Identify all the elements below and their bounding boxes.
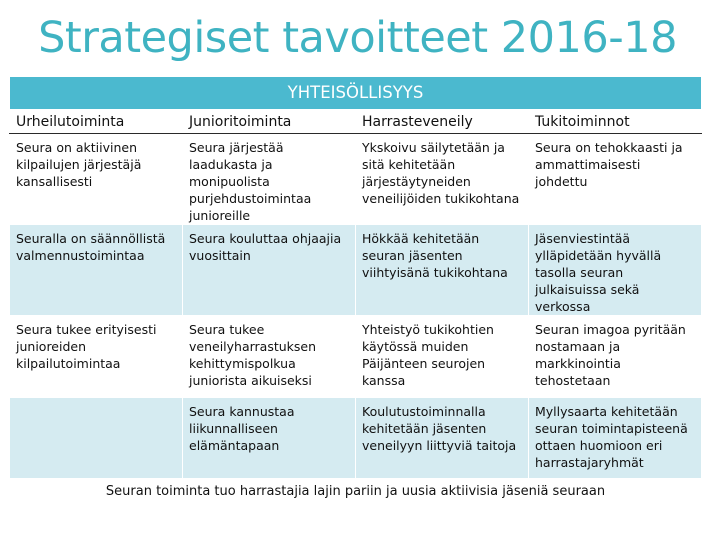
table-cell: Myllysaarta kehitetään seuran toimintapisteenä ottaen huomioon eri harrastajaryhmät [529, 398, 702, 479]
table-cell [10, 398, 183, 479]
table-row [10, 398, 702, 479]
table-cell: Seura on tehokkaasti ja ammattimaisesti johdettu [529, 134, 702, 225]
table-cell: Seura on aktiivinen kilpailujen järjestäjä kansallisesti [10, 134, 183, 225]
table-cell: Seuran imagoa pyritään nostamaan ja markkinointia tehostetaan [529, 316, 702, 398]
table-footer: Seuran toiminta tuo harrastajia lajin pariin ja uusia aktiivisia jäseniä seuraan [10, 479, 702, 510]
strategy-table [9, 76, 702, 510]
column-header: Urheilutoiminta [10, 110, 183, 134]
table-cell: Seura kouluttaa ohjaajia vuosittain [183, 225, 356, 316]
table-cell: Yhteistyö tukikohtien käytössä muiden Päijänteen seurojen kanssa [356, 316, 529, 398]
table-row [10, 316, 702, 398]
table-row [10, 134, 702, 225]
column-header: Harrasteveneily [356, 110, 529, 134]
table-cell: Hökkää kehitetään seuran jäsenten viihtyisänä tukikohtana [356, 225, 529, 316]
table-cell: Ykskoivu säilytetään ja sitä kehitetään järjestäytyneiden veneilijöiden tukikohtana [356, 134, 529, 225]
table-cell: Seura tukee erityisesti junioreiden kilpailutoimintaa [10, 316, 183, 398]
table-cell: Seuralla on säännöllistä valmennustoimintaa [10, 225, 183, 316]
table-cell: Seura kannustaa liikunnalliseen elämäntapaan [183, 398, 356, 479]
table-cell: Koulutustoiminnalla kehitetään jäsenten veneilyyn liittyviä taitoja [356, 398, 529, 479]
table-banner: YHTEISÖLLISYYS [10, 77, 702, 110]
table-cell: Seura tukee veneilyharrastuksen kehittymispolkua juniorista aikuiseksi [183, 316, 356, 398]
table-cell: Jäsenviestintää ylläpidetään hyvällä tasolla seuran julkaisuissa sekä verkossa [529, 225, 702, 316]
table-header-row [10, 110, 702, 134]
column-header: Junioritoiminta [183, 110, 356, 134]
table-cell: Seura järjestää laadukasta ja monipuolista purjehdustoimintaa junioreille [183, 134, 356, 225]
slide-title: Strategiset tavoitteet 2016-18 [38, 13, 677, 63]
column-header: Tukitoiminnot [529, 110, 702, 134]
table-row [10, 225, 702, 316]
